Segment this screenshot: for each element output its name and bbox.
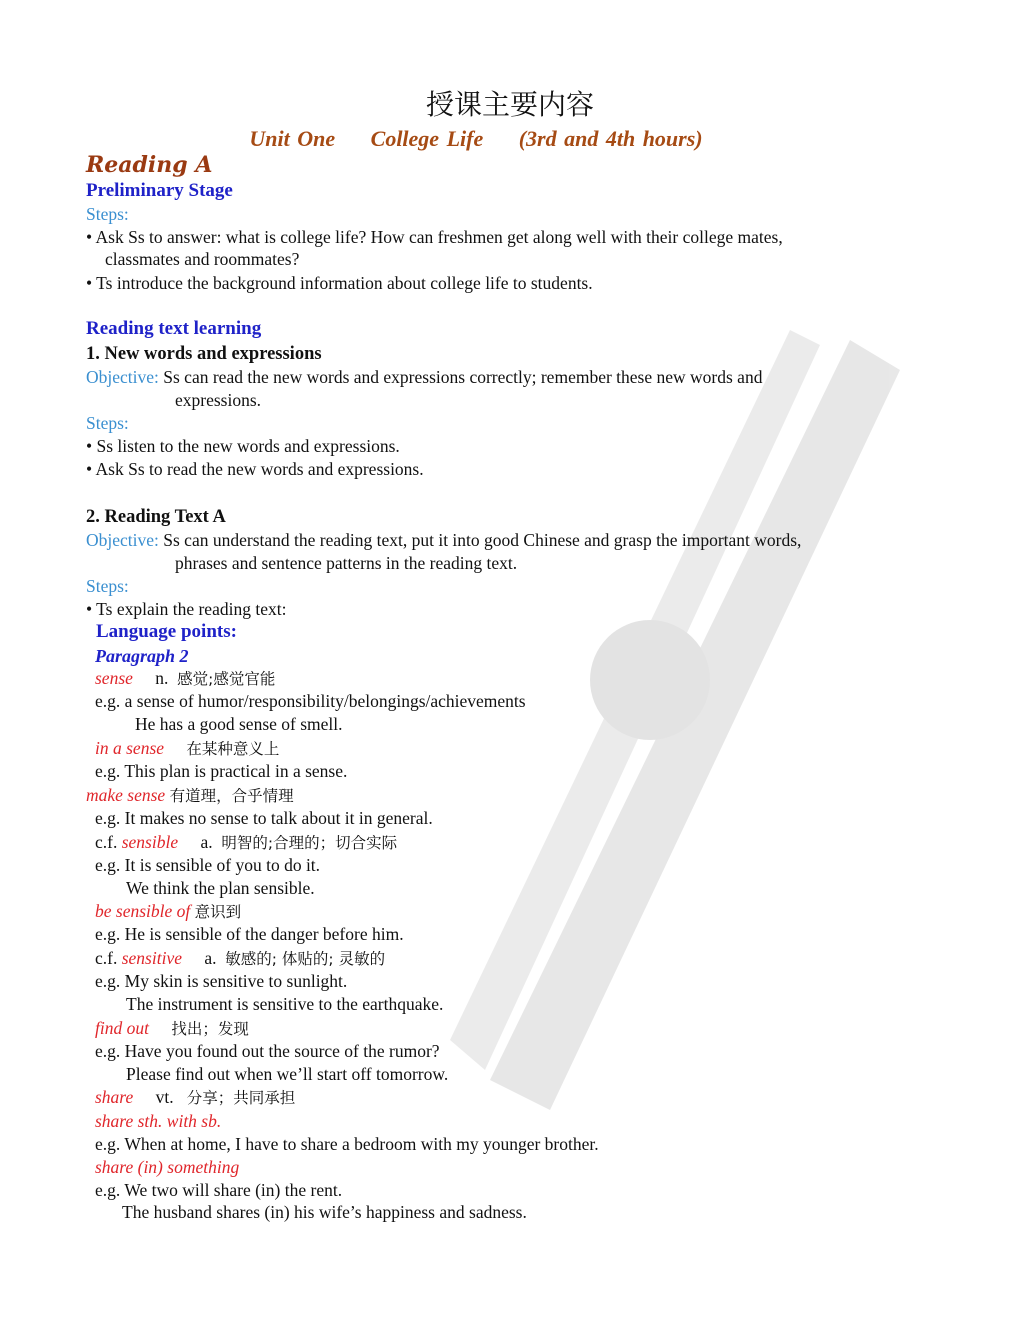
example-line: Please find out when we’ll start off tomorrow. bbox=[126, 1064, 449, 1084]
vocab-entry bbox=[95, 1086, 295, 1109]
part2-heading: 2. Reading Text A bbox=[86, 507, 226, 527]
vocab-term: in a sense bbox=[95, 738, 165, 758]
bullet-item: • Ask Ss to answer: what is college life? How can freshmen get along well with their college mates, bbox=[86, 227, 783, 247]
bullet-item: • Ss listen to the new words and expressions. bbox=[86, 436, 400, 456]
example-line: The instrument is sensitive to the earthquake. bbox=[126, 994, 444, 1014]
chinese-meaning: 意识到 bbox=[194, 903, 242, 921]
chinese-meaning: 有道理，合乎情理 bbox=[169, 787, 294, 805]
part-of-speech: a. bbox=[200, 832, 213, 852]
example-line: e.g. He is sensible of the danger before him. bbox=[95, 924, 404, 944]
vocab-entry bbox=[95, 831, 397, 854]
unit-subtitle bbox=[0, 126, 952, 152]
example-line: e.g. Have you found out the source of the rumor? bbox=[95, 1041, 440, 1061]
vocab-term: share bbox=[95, 1087, 134, 1107]
example-line: The husband shares (in) his wife’s happiness and sadness. bbox=[122, 1202, 527, 1222]
vocab-term: be sensible of bbox=[95, 901, 191, 921]
vocab-entry bbox=[95, 900, 241, 923]
chinese-meaning: 分享；共同承担 bbox=[186, 1089, 296, 1107]
vocab-entry bbox=[86, 784, 294, 807]
section-heading: Reading A bbox=[86, 152, 213, 178]
objective-text-cont: phrases and sentence patterns in the reading text. bbox=[175, 553, 518, 573]
objective-line bbox=[86, 366, 762, 388]
part-of-speech: n. bbox=[155, 668, 169, 688]
preliminary-heading: Preliminary Stage bbox=[86, 180, 233, 201]
chinese-meaning: 感觉;感觉官能 bbox=[177, 670, 276, 688]
vocab-term: sensible bbox=[121, 832, 179, 852]
objective-label: Objective: bbox=[86, 367, 159, 387]
cf-prefix: c.f. bbox=[95, 948, 118, 968]
part-of-speech: vt. bbox=[155, 1087, 174, 1107]
vocab-entry bbox=[95, 737, 279, 760]
bullet-item-cont: classmates and roommates? bbox=[105, 249, 300, 269]
language-points-heading: Language points: bbox=[96, 621, 237, 642]
example-line: He has a good sense of smell. bbox=[135, 714, 343, 734]
objective-text: Ss can understand the reading text, put it into good Chinese and grasp the important words, bbox=[163, 530, 802, 550]
example-line: e.g. It makes no sense to talk about it in general. bbox=[95, 808, 433, 828]
example-line: We think the plan sensible. bbox=[126, 878, 315, 898]
hours-label: (3rd and 4th hours) bbox=[518, 126, 703, 151]
example-line: e.g. It is sensible of you to do it. bbox=[95, 855, 321, 875]
vocab-term: sense bbox=[95, 668, 133, 688]
vocab-term: share (in) something bbox=[95, 1157, 240, 1177]
steps-label: Steps: bbox=[86, 576, 129, 596]
vocab-entry bbox=[95, 947, 385, 970]
vocab-term: make sense bbox=[86, 785, 166, 805]
example-line: e.g. We two will share (in) the rent. bbox=[95, 1180, 343, 1200]
chinese-meaning: 在某种意义上 bbox=[186, 740, 280, 758]
vocab-term: share sth. with sb. bbox=[95, 1111, 222, 1131]
vocab-entry bbox=[95, 667, 275, 690]
reading-text-heading: Reading text learning bbox=[86, 318, 262, 339]
cf-prefix: c.f. bbox=[95, 832, 118, 852]
example-line: e.g. When at home, I have to share a bedroom with my younger brother. bbox=[95, 1134, 599, 1154]
bullet-item: • Ts introduce the background information about college life to students. bbox=[86, 273, 593, 293]
objective-text-cont: expressions. bbox=[175, 390, 262, 410]
chinese-meaning: 敏感的; 体贴的; 灵敏的 bbox=[225, 950, 386, 968]
vocab-entry bbox=[95, 1017, 249, 1040]
part1-heading: 1. New words and expressions bbox=[86, 344, 322, 364]
topic-label: College Life bbox=[370, 126, 484, 151]
chinese-meaning: 找出；发现 bbox=[171, 1020, 249, 1038]
bullet-item: • Ts explain the reading text: bbox=[86, 599, 287, 619]
steps-label: Steps: bbox=[86, 204, 129, 224]
example-line: e.g. This plan is practical in a sense. bbox=[95, 761, 348, 781]
objective-line bbox=[86, 529, 801, 551]
vocab-term: find out bbox=[95, 1018, 149, 1038]
example-line: e.g. My skin is sensitive to sunlight. bbox=[95, 971, 348, 991]
paragraph-label: Paragraph 2 bbox=[95, 646, 189, 666]
chinese-meaning: 明智的;合理的；切合实际 bbox=[221, 834, 398, 852]
example-line: e.g. a sense of humor/responsibility/belongings/achievements bbox=[95, 691, 526, 711]
page-title: 授课主要内容 bbox=[425, 88, 594, 121]
vocab-term: sensitive bbox=[121, 948, 182, 968]
bullet-item: • Ask Ss to read the new words and expressions. bbox=[86, 459, 424, 479]
objective-label: Objective: bbox=[86, 530, 159, 550]
part-of-speech: a. bbox=[204, 948, 217, 968]
objective-text: Ss can read the new words and expressions correctly; remember these new words and bbox=[163, 367, 763, 387]
steps-label: Steps: bbox=[86, 413, 129, 433]
unit-label: Unit One bbox=[249, 126, 336, 151]
